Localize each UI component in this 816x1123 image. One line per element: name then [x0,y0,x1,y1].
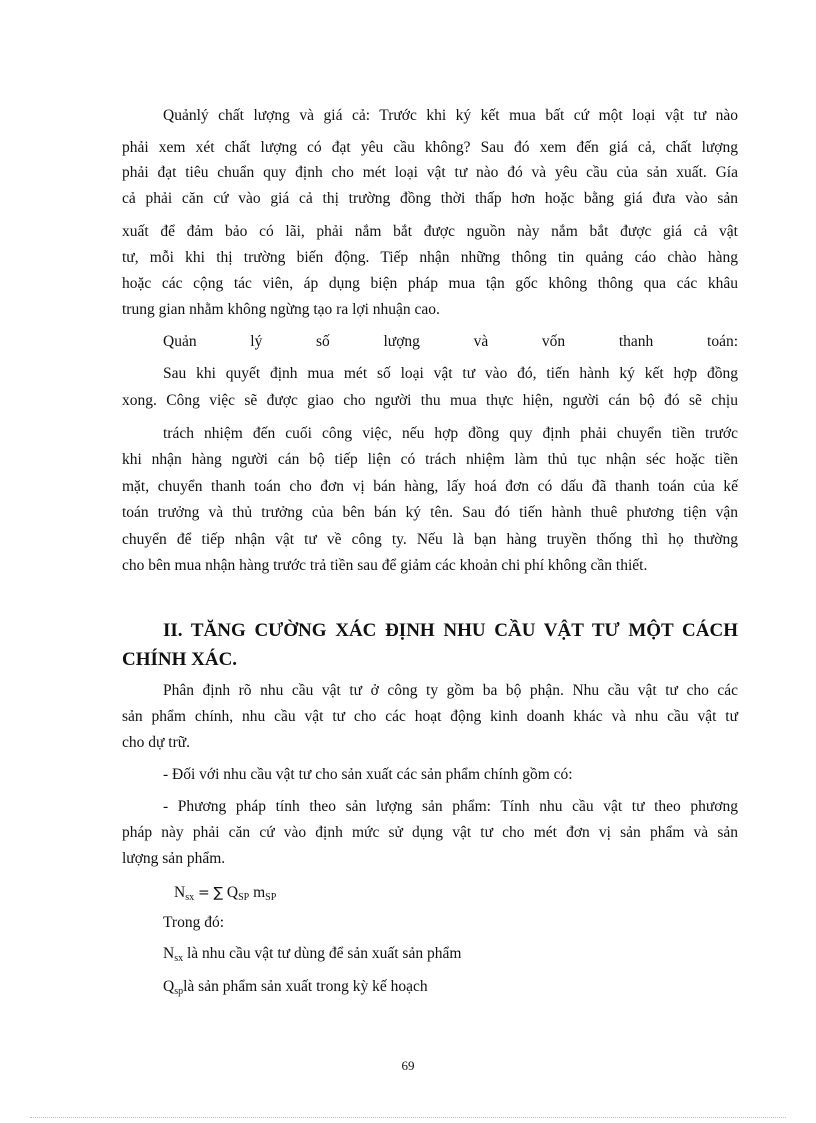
body-line: khi nhận hàng người cán bộ tiếp liện có trách nhiệm làm thủ tục nhận séc hoặc tiền [122,451,738,468]
body-line: cả phải căn cứ vào giá cả thị trường đồng thời thấp hơn hoặc bằng giá đưa vào sản [122,190,738,207]
body-line: mặt, chuyển thanh toán cho đơn vị bán hàng, lấy hoá đơn có dấu đã thanh toán của kế [122,478,738,495]
formula [174,883,276,908]
definition-symbol-sub: sx [174,953,184,964]
definition-text: là sản phẩm sản xuất trong kỳ kế hoạch [183,978,428,995]
body-line: Sau khi quyết định mua mét số loại vật tư vào đó, tiến hành ký kết hợp đồng [163,365,738,382]
body-line: cho dự trữ. [122,734,191,751]
definition-nsx [163,944,461,969]
body-line: - Đối với nhu cầu vật tư cho sản xuất các sản phẩm chính gồm có: [163,766,573,783]
body-line: xong. Công việc sẽ được giao cho người thu mua thực hiện, người cán bộ đó sẽ chịu [122,392,738,409]
body-line: Quảnlý chất lượng và giá cả: Trước khi ký kết mua bất cứ một loại vật tư nào [163,107,738,124]
definition-qsp [163,977,428,1002]
body-line: Phân định rõ nhu cầu vật tư ở công ty gồm ba bộ phận. Nhu cầu vật tư cho các [163,682,738,699]
body-line: phải đạt tiêu chuẩn quy định cho mét loại vật tư nào đó và yêu cầu của sản xuất. Gía [122,164,738,181]
page-number: 69 [401,1058,415,1073]
body-line: trách nhiệm đến cuối công việc, nếu hợp đồng quy định phải chuyển tiền trước [163,425,738,442]
formula-q: Q [226,884,239,901]
body-line: hoặc các cộng tác viên, áp dụng biện pháp mua tận gốc không thông qua các khâu [122,275,738,292]
body-line: toán trưởng và thủ trưởng của bên bán ký tên. Sau đó tiến hành thuê phương tiện vận [122,504,738,521]
body-line: lượng sản phẩm. [122,850,226,867]
footer-divider [30,1117,786,1118]
section-heading: II. TĂNG CƯỜNG XÁC ĐỊNH NHU CẦU VẬT TƯ MỘT CÁCH [163,620,738,641]
body-line: cho bên mua nhận hàng trước trả tiền sau để giảm các khoản chi phí không cần thiết. [122,557,648,574]
section-label: Quản lý số lượng và vốn thanh toán: [163,333,738,350]
section-heading-cont: CHÍNH XÁC. [122,649,238,670]
body-line: tư, mỗi khi thị trường biến động. Tiếp nhận những thông tin quảng cáo chào hàng [122,249,738,266]
definition-text: là nhu cầu vật tư dùng để sản xuất sản phẩm [183,945,462,962]
formula-q-sub: SP [238,892,250,903]
definition-symbol-sub: sp [174,986,184,997]
body-line: chuyển để tiếp nhận vật tư về công ty. Nếu là bạn hàng truyền thống thì họ thường [122,531,738,548]
definition-symbol: N [163,945,175,962]
formula-equals: = [197,885,210,901]
formula-m-sub: SP [265,892,277,903]
body-line: sản phẩm chính, nhu cầu vật tư cho các hoạt động kinh doanh khác và nhu cầu vật tư [122,708,738,725]
body-line: xuất để đảm bảo có lãi, phải nắm bắt được nguồn này nắm bắt được giá cả vật [122,223,738,240]
formula-sum: ∑ [213,885,224,901]
formula-n: N [174,884,186,901]
formula-m: m [253,884,266,901]
body-line: pháp này phải căn cứ vào định mức sử dụng vật tư cho mét đơn vị sản phẩm và sản [122,824,738,841]
body-line: - Phương pháp tính theo sản lượng sản phẩm: Tính nhu cầu vật tư theo phương [163,798,738,815]
body-line: phải xem xét chất lượng có đạt yêu cầu không? Sau đó xem đến giá cả, chất lượng [122,139,738,156]
body-line: trung gian nhằm không ngừng tạo ra lợi nhuận cao. [122,301,440,318]
formula-n-sub: sx [185,892,195,903]
where-label: Trong đó: [163,914,225,931]
definition-symbol: Q [163,978,175,995]
